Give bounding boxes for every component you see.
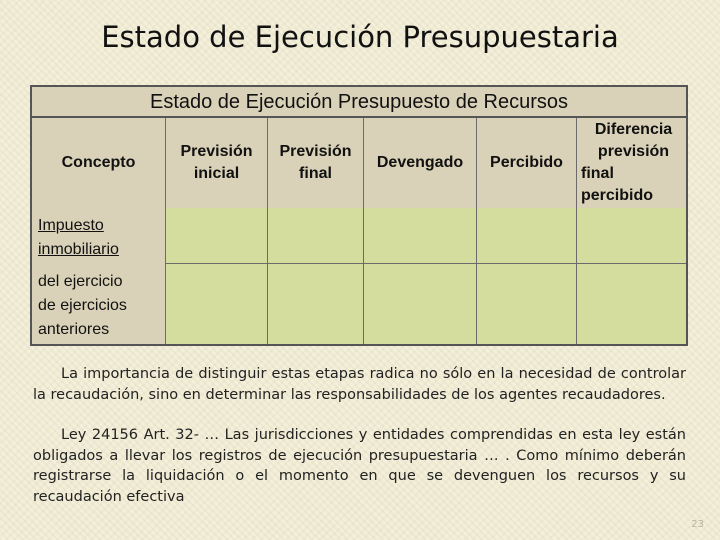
cell-prevision-inicial <box>165 208 267 344</box>
concept-text <box>38 214 162 342</box>
column-header-label: final <box>581 165 614 182</box>
row-divider <box>165 263 686 264</box>
paragraph-ley <box>33 425 686 507</box>
concept-line: de ejercicios <box>38 297 127 314</box>
cell-diferencia <box>576 208 686 344</box>
budget-table <box>30 85 688 346</box>
concept-line: Impuesto <box>38 217 104 234</box>
column-header-label: Diferencia <box>594 121 673 138</box>
column-header-label: percibido <box>581 187 654 204</box>
concept-line: del ejercicio <box>38 273 123 290</box>
paragraph-text: Ley 24156 Art. 32- … Las jurisdicciones y entidades comprendidas en esta ley están obligados a llevar los registros de ejecución presupuestaria … . Como mínimo deberán registrarse la liquidación o el momento en que se devenguen los recursos y su recaudación efectiva <box>33 427 686 505</box>
column-header-label: final <box>299 165 332 182</box>
table-header-row <box>32 118 686 209</box>
column-header-devengado <box>363 118 476 208</box>
column-header-label: Previsión <box>279 143 352 160</box>
table-row <box>32 208 686 344</box>
column-header-label: Devengado <box>376 154 464 171</box>
paragraph-importancia <box>33 364 686 405</box>
column-header-label: inicial <box>193 165 240 182</box>
cell-devengado <box>363 208 476 344</box>
concept-line: inmobiliario <box>38 241 119 258</box>
column-header-label: Previsión <box>180 143 253 160</box>
slide-title: Estado de Ejecución Presupuestaria <box>101 20 619 54</box>
page-number: 23 <box>691 519 704 530</box>
column-header-label: previsión <box>597 143 670 160</box>
table-heading: Estado de Ejecución Presupuesto de Recursos <box>32 87 686 118</box>
cell-percibido <box>476 208 576 344</box>
column-header-concepto <box>32 118 165 208</box>
concept-line: anteriores <box>38 321 110 338</box>
column-header-diferencia <box>576 118 686 208</box>
column-header-label: Concepto <box>61 154 136 171</box>
cell-prevision-final <box>267 208 363 344</box>
cell-concepto <box>32 208 165 344</box>
paragraph-text: La importancia de distinguir estas etapas radica no sólo en la necesidad de controlar la recaudación, sino en determinar las responsabilidades de los agentes recaudadores. <box>33 366 686 403</box>
column-header-prevision-final <box>267 118 363 208</box>
column-header-label: Percibido <box>490 154 563 171</box>
column-header-prevision-inicial <box>165 118 267 208</box>
column-header-percibido <box>476 118 576 208</box>
